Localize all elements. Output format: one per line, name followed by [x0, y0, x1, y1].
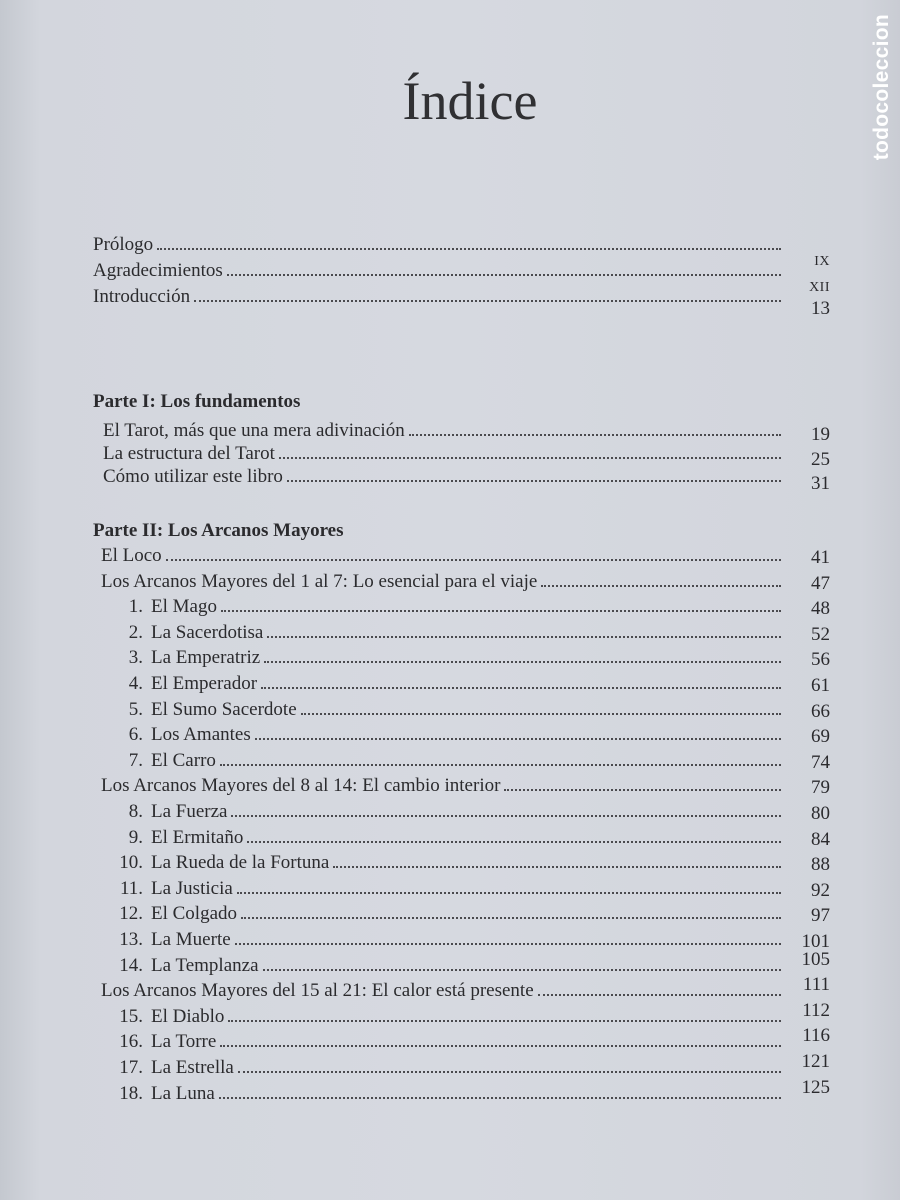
toc-entry[interactable] [103, 646, 781, 670]
leader-dots [166, 555, 781, 561]
toc-entry-number: 14. [119, 954, 143, 976]
part-heading: Parte I: Los fundamentos [93, 391, 301, 412]
toc-page-number: 52 [811, 623, 830, 645]
toc-page-number: 13 [811, 298, 830, 319]
toc-entry[interactable] [103, 621, 781, 645]
toc-page-number: 105 [801, 948, 830, 970]
toc-entry-label: Los Arcanos Mayores del 8 al 14: El cambio interior [101, 775, 501, 797]
toc-page-number: 47 [811, 572, 830, 594]
toc-entry-label: El Diablo [151, 1005, 225, 1027]
toc-page-number: 97 [811, 905, 830, 927]
toc-entry-label: La Fuerza [151, 801, 228, 822]
toc-entry[interactable] [101, 570, 781, 594]
toc-entry-label: El Ermitaño [151, 826, 244, 848]
toc-entry-agradecimientos[interactable] [93, 259, 781, 283]
toc-entry-label: La Torre [151, 1031, 217, 1053]
toc-entry[interactable] [103, 826, 781, 850]
leader-dots [194, 296, 781, 302]
toc-entry-prologo[interactable] [93, 233, 781, 257]
toc-entry-label: La Sacerdotisa [151, 621, 264, 643]
toc-page-number: XII [809, 280, 830, 295]
toc-entry-label: El Colgado [151, 903, 238, 925]
toc-entry[interactable] [103, 1030, 781, 1054]
toc-page-number: 31 [811, 473, 830, 494]
toc-entry[interactable] [103, 1056, 781, 1080]
toc-page-number: 79 [811, 777, 830, 799]
part-heading: Parte II: Los Arcanos Mayores [93, 520, 344, 541]
leader-dots [504, 785, 781, 791]
toc-entry-number: 15. [119, 1005, 143, 1027]
leader-dots [219, 1093, 781, 1099]
toc-page-number: 80 [811, 803, 830, 824]
toc-entry-number: 16. [119, 1031, 143, 1053]
toc-entry-label: La Luna [151, 1082, 215, 1104]
toc-entry-label: El Carro [151, 749, 216, 771]
toc-entry-label: La Rueda de la Fortuna [151, 852, 330, 874]
toc-entry-label: Prólogo [93, 234, 154, 255]
toc-entry-introduccion[interactable] [93, 285, 781, 309]
toc-entry[interactable] [103, 1005, 781, 1029]
leader-dots [220, 760, 781, 766]
toc-entry-number: 6. [128, 724, 143, 746]
toc-entry[interactable] [103, 672, 781, 696]
leader-dots [157, 244, 781, 250]
toc-entry-number: 1. [128, 596, 143, 618]
leader-dots [228, 1016, 781, 1022]
toc-entry-number: 12. [119, 903, 143, 925]
toc-page-number: 111 [802, 974, 830, 996]
toc-entry-number: 9. [128, 826, 143, 848]
leader-dots [333, 862, 781, 868]
toc-page-number: 101 [801, 931, 830, 952]
toc-entry[interactable] [103, 877, 781, 901]
toc-entry[interactable] [103, 723, 781, 747]
toc-page-number: 69 [811, 726, 830, 748]
toc-entry[interactable] [103, 800, 781, 824]
toc-entry-label: La Muerte [151, 929, 231, 950]
toc-entry-label: Cómo utilizar este libro [103, 466, 283, 487]
watermark: todocoleccion [870, 14, 893, 161]
toc-entry-label: La Emperatriz [151, 647, 261, 669]
toc-entry[interactable] [103, 419, 781, 443]
leader-dots [538, 990, 781, 996]
toc-entry[interactable] [103, 595, 781, 619]
toc-entry-number: 11. [119, 877, 143, 899]
toc-entry[interactable] [103, 442, 781, 466]
toc-entry-label: El Tarot, más que una mera adivinación [103, 420, 405, 441]
toc-entry[interactable] [103, 1082, 781, 1106]
leader-dots [264, 657, 781, 663]
toc-entry-number: 10. [119, 852, 143, 874]
leader-dots [241, 913, 781, 919]
page-title: Índice [402, 71, 538, 131]
leader-dots [231, 811, 781, 817]
toc-page-number: 56 [811, 649, 830, 671]
toc-entry[interactable] [103, 749, 781, 773]
leader-dots [409, 430, 781, 436]
toc-entry-label: El Loco [101, 545, 162, 566]
toc-entry-number: 3. [128, 647, 143, 669]
toc-entry[interactable] [101, 774, 781, 798]
leader-dots [263, 965, 781, 971]
toc-page-number: 74 [811, 751, 830, 773]
leader-dots [279, 453, 781, 459]
toc-entry-number: 13. [119, 929, 143, 950]
toc-entry-number: 4. [128, 673, 143, 694]
leader-dots [220, 1041, 781, 1047]
toc-page-number: 112 [802, 999, 830, 1021]
toc-entry-label: Agradecimientos [93, 260, 223, 281]
toc-entry-label: Los Arcanos Mayores del 1 al 7: Lo esencial para el viaje [101, 570, 538, 592]
toc-page-number: 125 [801, 1076, 830, 1098]
toc-entry-number: 7. [128, 749, 143, 771]
toc-page-number: 61 [811, 675, 830, 696]
leader-dots [541, 581, 781, 587]
toc-page-number: 48 [811, 598, 830, 620]
toc-entry-number: 8. [128, 801, 143, 822]
toc-entry-label: El Sumo Sacerdote [151, 698, 297, 720]
toc-entry-number: 17. [119, 1057, 143, 1078]
leader-dots [287, 476, 781, 482]
toc-entry-label: Introducción [93, 286, 191, 307]
toc-entry-label: La estructura del Tarot [103, 443, 275, 464]
toc-page-number: 66 [811, 700, 830, 722]
leader-dots [235, 939, 781, 945]
leader-dots [238, 1067, 781, 1073]
toc-page-number: 92 [811, 879, 830, 901]
leader-dots [301, 709, 781, 715]
toc-page-number: IX [814, 254, 830, 269]
toc-entry-label: La Estrella [151, 1057, 234, 1078]
leader-dots [237, 888, 781, 894]
toc-entry-number: 18. [119, 1082, 143, 1104]
toc-entry[interactable] [103, 698, 781, 722]
toc-entry-number: 5. [128, 698, 143, 720]
toc-page-number: 88 [811, 854, 830, 876]
toc-page-number: 41 [811, 547, 830, 568]
toc-entry[interactable] [101, 544, 781, 568]
toc-entry[interactable] [103, 954, 781, 978]
leader-dots [221, 606, 781, 612]
toc-page-number: 121 [801, 1051, 830, 1072]
toc-page-number: 25 [811, 449, 830, 470]
toc-page-number: 84 [811, 828, 830, 850]
leader-dots [267, 632, 781, 638]
toc-entry-number: 2. [128, 621, 143, 643]
toc-page-number: 116 [802, 1025, 830, 1047]
toc-entry-label: Los Arcanos Mayores del 15 al 21: El calor está presente [101, 980, 534, 1002]
toc-entry[interactable] [103, 851, 781, 875]
toc-page-number: 19 [811, 424, 830, 445]
toc-entry-label: Los Amantes [151, 724, 251, 746]
toc-entry[interactable] [101, 979, 781, 1003]
leader-dots [227, 270, 781, 276]
leader-dots [255, 734, 781, 740]
leader-dots [247, 837, 781, 843]
toc-entry-label: El Emperador [151, 673, 258, 694]
toc-entry[interactable] [103, 928, 781, 952]
leader-dots [261, 683, 781, 689]
toc-entry-label: La Justicia [151, 877, 233, 899]
toc-entry[interactable] [103, 465, 781, 489]
toc-entry[interactable] [103, 902, 781, 926]
toc-entry-label: La Templanza [151, 954, 259, 976]
toc-entry-label: El Mago [151, 596, 217, 618]
